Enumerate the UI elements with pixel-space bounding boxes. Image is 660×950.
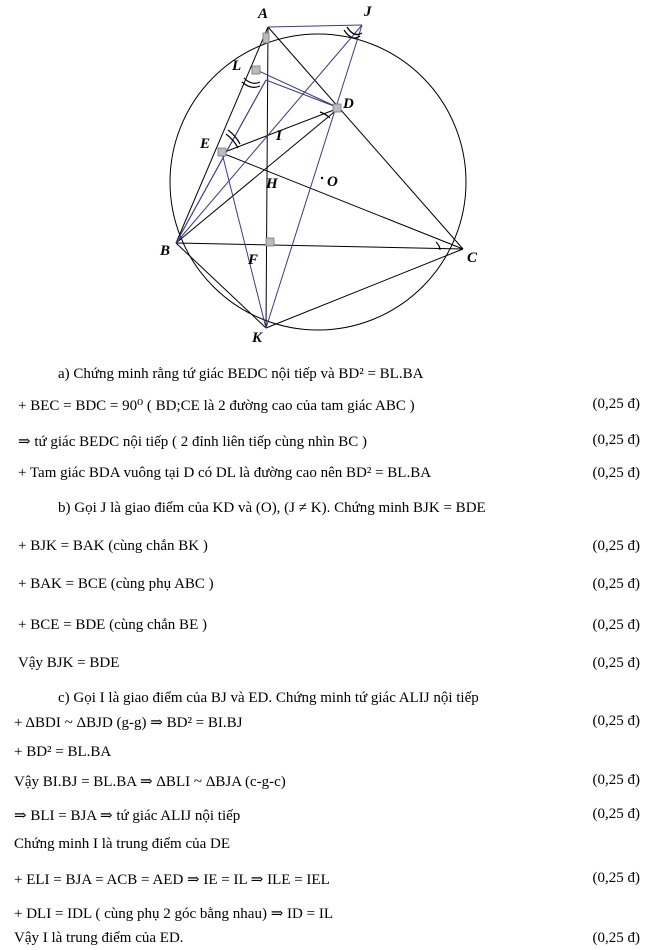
points: (0,25 đ) — [592, 930, 640, 946]
line-text: ⇒ tứ giác BEDC nội tiếp ( 2 đỉnh liên tiếp cùng nhìn BC ) — [18, 434, 367, 450]
points: (0,25 đ) — [592, 772, 640, 788]
label-B: B — [160, 243, 171, 259]
circle-o — [170, 34, 466, 330]
line-text: Vậy BJK = BDE — [18, 655, 120, 671]
label-A: A — [258, 6, 269, 22]
line-text: + DLI = IDL ( cùng phụ 2 góc bằng nhau) ⇒ ID = IL — [14, 906, 333, 922]
label-F: F — [248, 252, 259, 268]
points: (0,25 đ) — [592, 713, 640, 729]
line-text: + Tam giác BDA vuông tại D có DL là đường cao nên BD² = BL.BA — [18, 465, 432, 481]
label-O: O — [327, 174, 338, 190]
points: (0,25 đ) — [592, 870, 640, 886]
points: (0,25 đ) — [592, 465, 640, 481]
points: (0,25 đ) — [592, 655, 640, 671]
line-text: b) Gọi J là giao điểm của KD và (O), (J ≠ K). Chứng minh BJK = BDE — [58, 500, 486, 516]
label-I: I — [276, 128, 282, 144]
line-text: Vậy I là trung điểm của ED. — [14, 930, 184, 946]
points: (0,25 đ) — [592, 617, 640, 633]
angle-arcs — [226, 27, 440, 250]
points: (0,25 đ) — [592, 396, 640, 412]
points: (0,25 đ) — [592, 538, 640, 554]
line-text: + BJK = BAK (cùng chắn BK ) — [18, 538, 208, 554]
label-L: L — [232, 58, 242, 74]
label-J: J — [364, 4, 372, 20]
points: (0,25 đ) — [592, 576, 640, 592]
line-text: + BEC = BDC = 90⁰ ( BD;CE là 2 đường cao của tam giác ABC ) — [18, 398, 415, 414]
label-D: D — [343, 96, 354, 112]
geometry-figure — [0, 0, 660, 355]
line-text: + ELI = BJA = ACB = AED ⇒ IE = IL ⇒ ILE = IEL — [14, 872, 330, 888]
line-text: + BCE = BDE (cùng chắn BE ) — [18, 617, 207, 633]
label-H: H — [266, 176, 278, 192]
line-text: Chứng minh I là trung điểm của DE — [14, 836, 231, 852]
label-C: C — [467, 250, 478, 266]
line-text: + BD² = BL.BA — [14, 744, 112, 760]
label-K: K — [252, 330, 263, 346]
line-text: Vậy BI.BJ = BL.BA ⇒ ΔBLI ~ ΔBJA (c-g-c) — [14, 774, 286, 790]
line-text: + ΔBDI ~ ΔBJD (g-g) ⇒ BD² = BI.BJ — [14, 715, 243, 731]
line-text: c) Gọi I là giao điểm của BJ và ED. Chứng minh tứ giác ALIJ nội tiếp — [58, 690, 479, 706]
line-text: a) Chứng minh rằng tứ giác BEDC nội tiếp và BD² = BL.BA — [58, 366, 424, 382]
label-E: E — [200, 136, 211, 152]
points: (0,25 đ) — [592, 806, 640, 822]
line-text: ⇒ BLI = BJA ⇒ tứ giác ALIJ nội tiếp — [14, 808, 241, 824]
line-text: + BAK = BCE (cùng phụ ABC ) — [18, 576, 214, 592]
points: (0,25 đ) — [592, 432, 640, 448]
